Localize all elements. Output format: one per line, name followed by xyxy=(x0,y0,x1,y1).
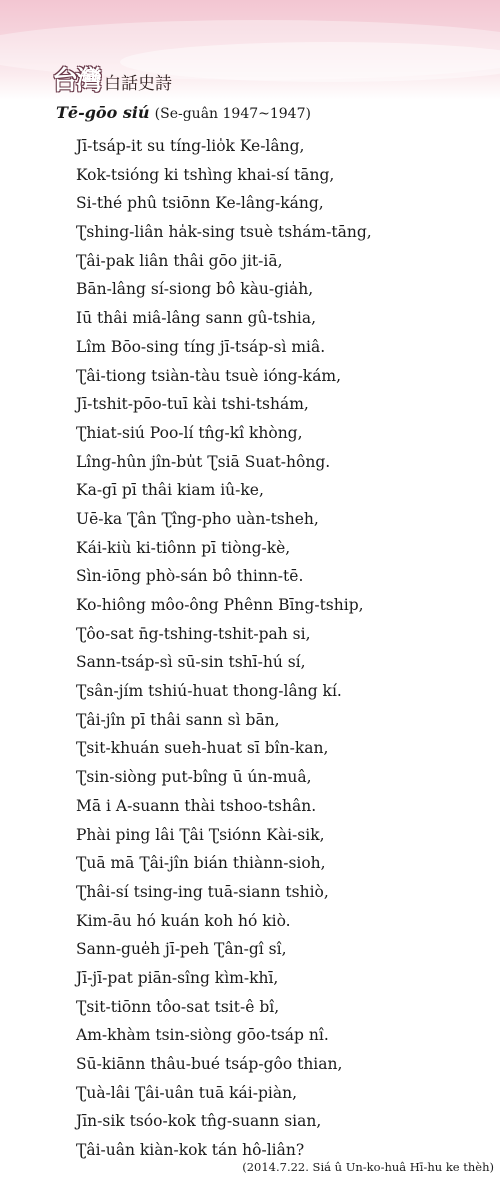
poem-line: Ʈâi-jîn pī thâi sann sì bān, xyxy=(76,710,280,729)
poem-body xyxy=(76,132,372,1165)
poem-line: Lîng-hûn jîn-bu̍t Ʈsiā Suat-hông. xyxy=(76,452,331,471)
poem-line: Jī-jī-pat piān-sîng kìm-khī, xyxy=(76,968,279,987)
poem-line: Ʈâi-tiong tsiàn-tàu tsuè ióng-kám, xyxy=(76,366,342,385)
poem-line: Kok-tsióng ki tshìng khai-sí tāng, xyxy=(76,165,335,184)
poem-heading xyxy=(56,103,311,122)
poem-line: Kái-kiù ki-tiônn pī tiòng-kè, xyxy=(76,538,291,557)
poem-line: Jī-tsáp-it su tíng-lio̍k Ke-lâng, xyxy=(76,137,305,155)
header-banner xyxy=(0,0,500,100)
poem-line: Ʈôo-sat n̄g-tshing-tshit-pah si, xyxy=(76,624,311,643)
poem-line: Jīn-sik tsóo-kok tn̂g-suann sian, xyxy=(76,1112,322,1131)
poem-line: Ʈsin-siòng put-bîng ū ún-muâ, xyxy=(76,768,312,787)
poem-line: Sìn-iōng phò-sán bô thinn-tē. xyxy=(76,567,304,586)
poem-line: Ʈuā mā Ʈâi-jîn bián thiànn-sioh, xyxy=(76,854,326,873)
poem-line: Ʈsit-tiōnn tôo-sat tsit-ê bî, xyxy=(76,997,280,1016)
poem-line: Ʈâi-uân kiàn-kok tán hô-liân? xyxy=(76,1141,305,1160)
poem-line: Ʈhâi-sí tsing-ing tuā-siann tshiò, xyxy=(76,882,329,901)
logo-title: 台灣 xyxy=(52,66,101,96)
poem-line: Sann-gue̍h jī-peh Ʈân-gî sî, xyxy=(76,940,287,959)
poem-line: Jī-tshit-pōo-tuī kài tshi-tshám, xyxy=(76,395,309,414)
poem-line: Ʈâi-pak liân thâi gōo jit-iā, xyxy=(76,251,283,270)
poem-line: Si-thé phû tsiōnn Ke-lâng-káng, xyxy=(76,194,324,213)
poem-line: Lîm Bōo-sing tíng jī-tsáp-sì miâ. xyxy=(76,337,326,356)
poem-line: Ʈsân-jím tshiú-huat thong-lâng kí. xyxy=(76,682,342,701)
poem-line: Iū thâi miâ-lâng sann gû-tshia, xyxy=(76,309,317,328)
poem-title: Tē-gōo siú xyxy=(56,103,150,122)
poem-line: Ʈsit-khuán sueh-huat sī bîn-kan, xyxy=(76,739,329,758)
signature-line: (2014.7.22. Siá û Un-ko-huâ Hī-hu ke thèh) xyxy=(242,1160,494,1174)
poem-line: Mā i A-suann thài tshoo-tshân. xyxy=(76,796,317,815)
poem-line: Ko-hiông môo-ông Phênn Bīng-tship, xyxy=(76,596,364,614)
poem-line: Am-khàm tsin-siòng gōo-tsáp nî. xyxy=(76,1026,329,1045)
poem-line: Ʈuà-lâi Ʈâi-uân tuā kái-piàn, xyxy=(76,1083,298,1102)
logo-subtitle: 白話史詩 xyxy=(104,74,173,94)
poem-line: Sū-kiānn thâu-bué tsáp-gôo thian, xyxy=(76,1055,343,1073)
poem-line: Phài ping lâi Ʈâi Ʈsiónn Kài-sik, xyxy=(76,825,325,844)
poem-line: Kim-āu hó kuán koh hó kiò. xyxy=(76,911,291,930)
poem-subtitle: (Se-guân 1947~1947) xyxy=(154,106,311,122)
poem-line: Sann-tsáp-sì sū-sin tshī-hú sí, xyxy=(76,653,306,672)
poem-line: Bān-lâng sí-siong bô kàu-gia̍h, xyxy=(76,280,314,299)
poem-line: Ʈshing-liân ha̍k-sing tsuè tshám-tāng, xyxy=(76,223,372,242)
poem-line: Ka-gī pī thâi kiam iû-ke, xyxy=(76,481,264,500)
poem-line: Ʈhiat-siú Poo-lí tn̂g-kî khòng, xyxy=(76,423,303,442)
series-logo xyxy=(52,60,172,97)
poem-line: Uē-ka Ʈân Ʈîng-pho uàn-tsheh, xyxy=(76,509,319,528)
